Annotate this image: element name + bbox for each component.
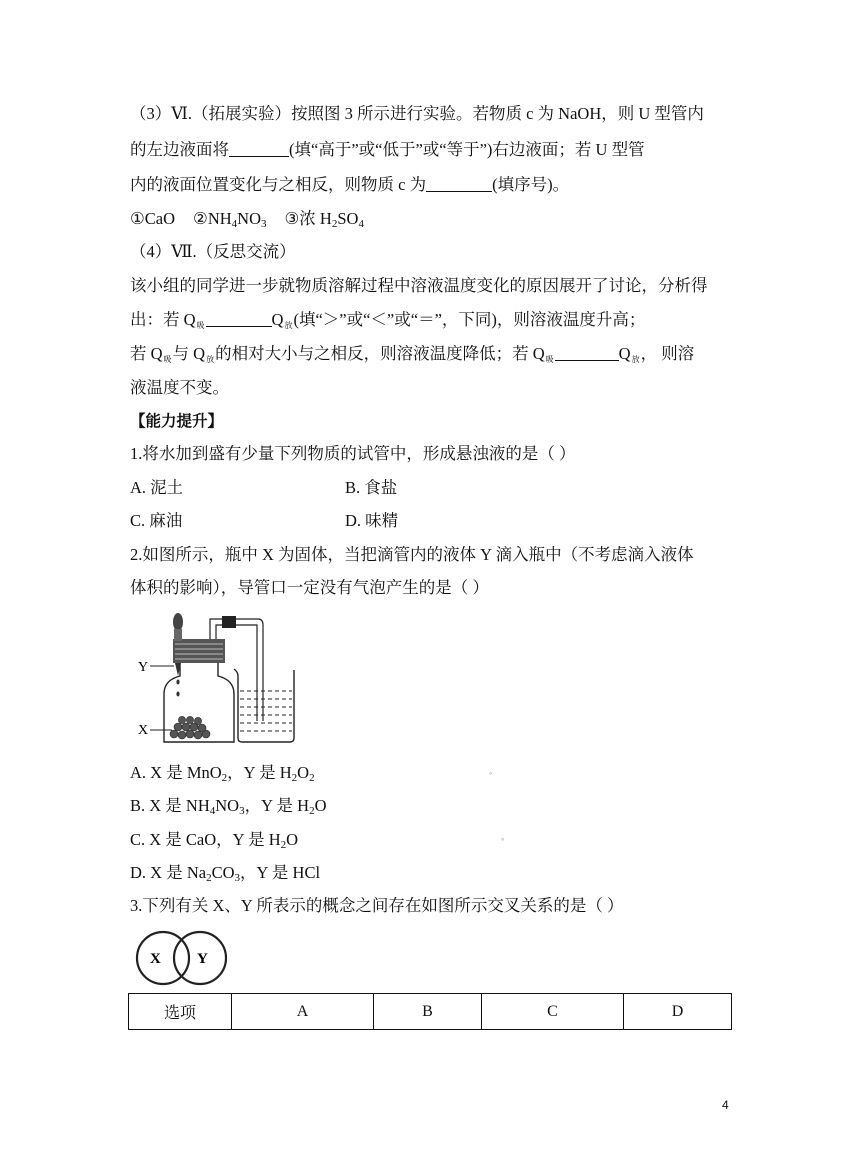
small-dot-mark: ◦ xyxy=(489,768,493,778)
p3-stem xyxy=(130,895,623,917)
p2-option-d-text: CO xyxy=(211,863,235,882)
choice-h2so4-part: SO xyxy=(337,209,359,228)
venn-label-y: Y xyxy=(197,951,208,967)
subscript: 2 xyxy=(309,805,315,817)
q3-line-2 xyxy=(130,139,645,161)
q4-line-4 xyxy=(130,377,229,399)
p1-option-c: C. 麻油 xyxy=(130,511,183,530)
q3-choices xyxy=(130,208,364,235)
choice-h2so4: ③浓 H xyxy=(284,209,332,228)
small-dot-mark: ◦ xyxy=(501,834,505,844)
subscript: 2 xyxy=(221,772,228,784)
subscript: 2 xyxy=(309,772,315,784)
section-heading-text: 【能力提升】 xyxy=(130,412,224,430)
table-header-cell: 选项 xyxy=(129,994,232,1030)
subscript-absorb: 吸 xyxy=(163,355,172,364)
dropper-bulb xyxy=(173,613,183,631)
q3-line-3-text-a: 内的液面位置变化与之相反，则物质 c 为 xyxy=(130,175,427,194)
q3-line-2-text-b: (填“高于”或“低于”或“等于”)右边液面；若 U 型管 xyxy=(289,140,645,159)
subscript: 3 xyxy=(234,872,240,884)
answer-blank[interactable] xyxy=(206,310,272,327)
subscript-release: 放 xyxy=(631,355,640,364)
venn-label-x: X xyxy=(150,951,161,967)
q4-line-2-text-a: 出：若 Q xyxy=(130,310,196,329)
tube-connector xyxy=(222,616,236,628)
p3-stem-text: 3.下列有关 X、Y 所表示的概念之间存在如图所示交叉关系的是（ ） xyxy=(130,896,624,915)
p2-option-a-text: ，Y 是 H xyxy=(227,763,292,782)
p2-option-a xyxy=(130,762,315,789)
subscript-release: 放 xyxy=(284,321,293,330)
label-y: Y xyxy=(138,660,149,675)
options-table xyxy=(128,993,732,1030)
p1-option-b: B. 食盐 xyxy=(345,478,398,497)
p2-option-b-text: ，Y 是 H xyxy=(244,796,310,815)
answer-blank[interactable] xyxy=(555,344,619,361)
q3-line-2-text-a: 的左边液面将 xyxy=(130,140,229,159)
q4-line-2-text-c: (填“＞”或“＜”或“＝”，下同)，则溶液温度升高； xyxy=(293,310,646,329)
p2-option-c xyxy=(130,829,298,856)
label-x: X xyxy=(138,723,149,738)
choice-nh4no3: ②NH xyxy=(193,209,232,228)
table-row xyxy=(129,994,732,1030)
subscript-release: 放 xyxy=(206,355,215,364)
table-header-cell: C xyxy=(482,994,624,1030)
q4-line-2 xyxy=(130,309,645,337)
p2-option-d xyxy=(130,862,320,889)
q3-line-1-text: （3）Ⅵ.（拓展实验）按照图 3 所示进行实验。若物质 c 为 NaOH，则 U 型管内 xyxy=(130,104,704,123)
subscript: 2 xyxy=(206,872,212,884)
q4-line-3-text-b: 与 Q xyxy=(172,344,206,363)
p2-option-b-text: NO xyxy=(215,796,240,815)
subscript: 2 xyxy=(291,772,298,784)
q3-line-1 xyxy=(130,103,704,125)
q4-line-2-text-b: Q xyxy=(271,310,284,329)
table-header-cell: B xyxy=(374,994,482,1030)
subscript: 2 xyxy=(280,839,287,851)
p2-option-b-text: B. X 是 NH xyxy=(130,796,210,815)
p2-option-b-text: O xyxy=(314,796,327,815)
p1-option-a: A. 泥土 xyxy=(130,478,184,497)
choice-nh4no3-part: NO xyxy=(237,209,262,228)
q3-line-3 xyxy=(130,174,569,196)
p2-option-b xyxy=(130,795,327,822)
subscript: 4 xyxy=(358,218,364,230)
subscript-absorb: 吸 xyxy=(196,321,205,330)
p2-line-1 xyxy=(130,544,694,566)
q4-line-3-text-e: ， 则溶 xyxy=(640,344,695,363)
p1-stem xyxy=(130,443,576,465)
q4-line-3-text-c: 的相对大小与之相反，则溶液温度降低；若 Q xyxy=(215,344,545,363)
subscript: 4 xyxy=(231,218,238,230)
section-heading xyxy=(130,410,223,432)
p2-line-2 xyxy=(130,577,489,599)
p2-option-a-text: A. X 是 MnO xyxy=(130,763,222,782)
p2-option-d-text: D. X 是 Na xyxy=(130,863,207,882)
q4-line-4-text: 液温度不变。 xyxy=(130,378,229,397)
subscript: 2 xyxy=(331,218,338,230)
p2-option-c-text: O xyxy=(286,830,299,849)
q4-line-3 xyxy=(130,343,694,371)
q4-line-3-text-a: 若 Q xyxy=(130,344,163,363)
p1-option-d: D. 味精 xyxy=(345,511,399,530)
q4-line-3-text-d: Q xyxy=(618,344,631,363)
table-header-cell: A xyxy=(232,994,374,1030)
q4-title-text: （4）Ⅶ.（反思交流） xyxy=(130,242,296,261)
p2-option-c-text: C. X 是 CaO，Y 是 H xyxy=(130,830,281,849)
p1-stem-text: 1.将水加到盛有少量下列物质的试管中，形成悬浊液的是（ ） xyxy=(130,444,576,463)
apparatus-figure xyxy=(130,606,300,751)
venn-diagram xyxy=(128,930,248,986)
page-number: 4 xyxy=(722,1098,729,1112)
subscript: 4 xyxy=(209,805,216,817)
answer-blank[interactable] xyxy=(426,175,492,192)
p2-line-1-text: 2.如图所示，瓶中 X 为固体，当把滴管内的液体 Y 滴入瓶中（不考虑滴入液体 xyxy=(130,545,694,564)
solid-x-particles xyxy=(170,716,210,739)
choice-cao: ①CaO xyxy=(130,209,176,228)
p2-line-2-text: 体积的影响），导管口一定没有气泡产生的是（ ） xyxy=(130,578,489,597)
q4-line-1 xyxy=(130,275,708,297)
q4-title xyxy=(130,241,296,263)
p2-option-a-text: O xyxy=(297,763,310,782)
subscript: 3 xyxy=(239,805,245,817)
p2-option-d-text: ，Y 是 HCl xyxy=(240,863,321,882)
table-header-cell: D xyxy=(624,994,732,1030)
q4-line-1-text: 该小组的同学进一步就物质溶解过程中溶液温度变化的原因展开了讨论，分析得 xyxy=(130,276,708,295)
q3-line-3-text-b: (填序号)。 xyxy=(492,175,570,194)
subscript-absorb: 吸 xyxy=(545,355,554,364)
beaker-water xyxy=(240,691,292,731)
answer-blank[interactable] xyxy=(229,140,289,157)
subscript: 3 xyxy=(261,218,267,230)
